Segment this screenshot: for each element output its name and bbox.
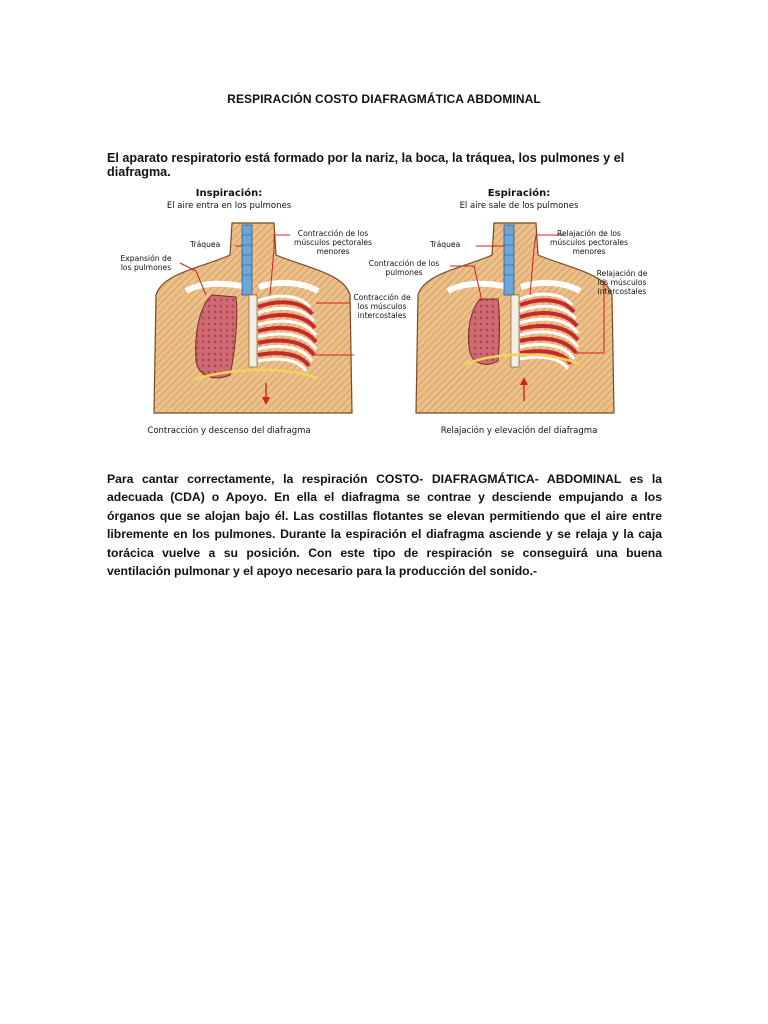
label-lung-contraction: Contracción de los pulmones (368, 259, 440, 277)
intro-sentence: El aparato respiratorio está formado por la nariz, la boca, la tráquea, los pulmones y el diafragma. (107, 151, 625, 179)
expiration-caption: Relajación y elevación del diafragma (440, 426, 598, 436)
expiration-torso-illustration (394, 183, 644, 441)
document-title: RESPIRACIÓN COSTO DIAFRAGMÁTICA ABDOMINAL (227, 92, 541, 106)
label-trachea-ex: Tráquea (430, 240, 461, 249)
label-intercostal-contraction: Contracción de los músculos intercostales (353, 293, 411, 320)
expiration-title: Espiración: (487, 188, 551, 199)
label-intercostal-relaxation: Relajación de los músculos intercostales (596, 269, 648, 296)
label-trachea-in: Tráquea (190, 240, 221, 249)
respiration-figure (104, 183, 664, 441)
expiration-subtitle: El aire sale de los pulmones (459, 201, 579, 211)
inspiration-subtitle: El aire entra en los pulmones (166, 201, 292, 211)
label-pectoral-contraction: Contracción de los músculos pectorales menores (293, 229, 373, 256)
label-lung-expansion: Expansión de los pulmones (120, 254, 172, 272)
label-pectoral-relaxation: Relajación de los músculos pectorales menores (549, 229, 629, 256)
inspiration-torso-illustration (104, 183, 354, 441)
inspiration-caption: Contracción y descenso del diafragma (147, 426, 311, 436)
body-paragraph: Para cantar correctamente, la respiración COSTO- DIAFRAGMÁTICA- ABDOMINAL es la adecuada (CDA) o Apoyo. En ella el diafragma se contrae y desciende empujando a los órganos que se alojan bajo él. Las costillas flotantes se elevan permitiendo que el aire entre libremente en los pulmones. Durante la espiración el diafragma asciende y se relaja y la caja torácica vuelve a su posición. Con este tipo de respiración se conseguirá una buena ventilación pulmonar y el apoyo necesario para la producción del sonido.- (107, 472, 662, 579)
inspiration-title: Inspiración: (195, 188, 263, 199)
